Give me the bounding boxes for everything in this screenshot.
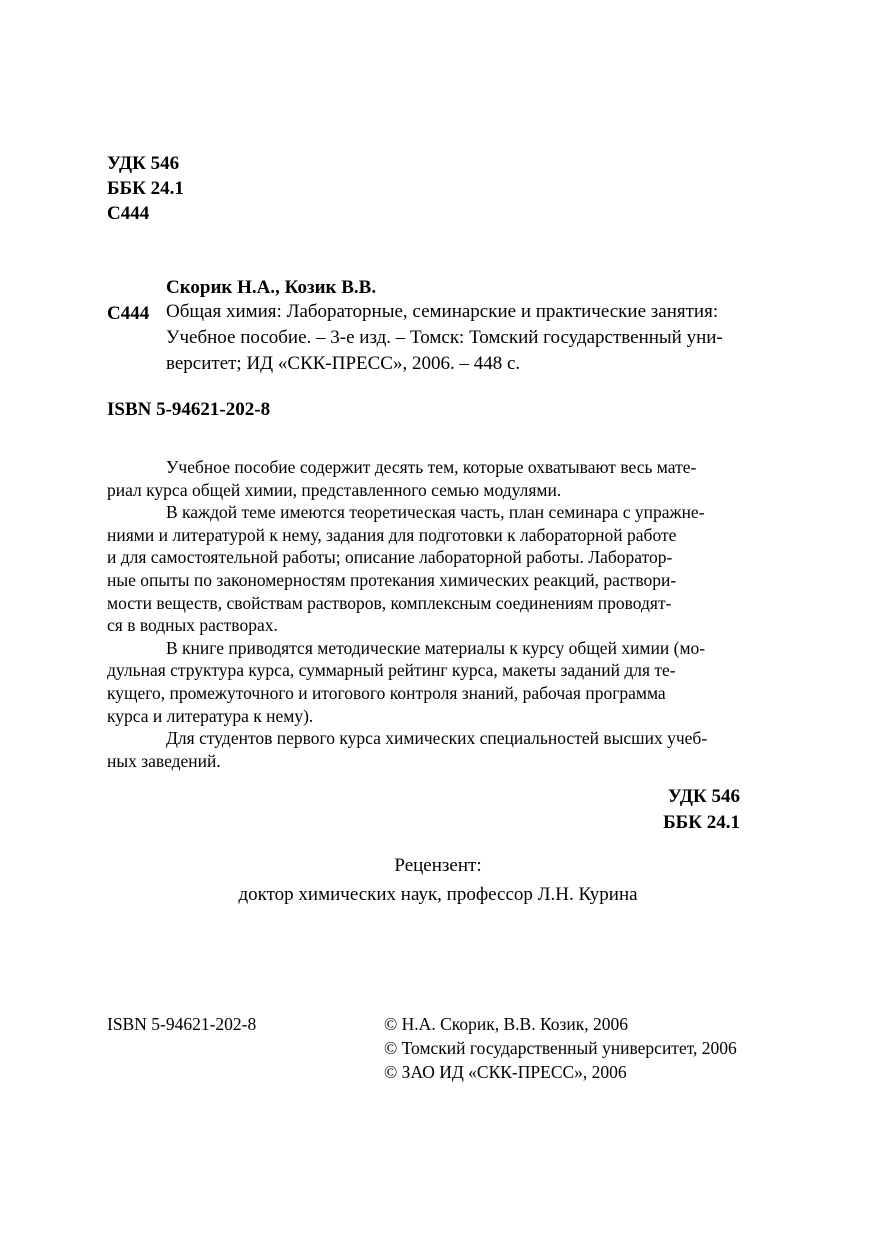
- abstract-line: кущего, промежуточного и итогового контроля знаний, рабочая программа: [107, 682, 666, 703]
- abstract-line: ные опыты по закономерностям протекания химических реакций, раствори-: [107, 569, 677, 590]
- abstract-line: и для самостоятельной работы; описание лабораторной работы. Лаборатор-: [107, 547, 673, 568]
- abstract-line: В книге приводятся методические материалы к курсу общей химии (мо-: [166, 637, 706, 658]
- copyright-block: [384, 1012, 737, 1084]
- bibliography-line: верситет; ИД «СКК-ПРЕСС», 2006. – 448 с.: [166, 353, 521, 374]
- authors: Скорик Н.А., Козик В.В.: [166, 277, 377, 298]
- bibliography-catalog-code: С444: [107, 303, 150, 324]
- isbn-footer: ISBN 5-94621-202-8: [107, 1014, 257, 1034]
- reviewer-block: [160, 851, 716, 909]
- classification-block: [107, 151, 184, 226]
- copyright-line: © Томский государственный университет, 2006: [384, 1038, 737, 1058]
- abstract-line: риал курса общей химии, представленного семью модулями.: [107, 479, 562, 500]
- isbn-heading: ISBN 5-94621-202-8: [107, 399, 271, 420]
- copyright-line: © Н.А. Скорик, В.В. Козик, 2006: [384, 1014, 629, 1034]
- abstract: [107, 456, 747, 772]
- bibliographic-description: [166, 299, 756, 377]
- abstract-line: мости веществ, свойствам растворов, комплексным соединениям проводят-: [107, 592, 672, 613]
- udk-code: УДК 546: [107, 153, 180, 174]
- abstract-line: ных заведений.: [107, 750, 221, 771]
- abstract-line: дульная структура курса, суммарный рейтинг курса, макеты заданий для те-: [107, 660, 676, 681]
- bbk-code-right: ББК 24.1: [663, 812, 740, 833]
- abstract-line: ниями и литературой к нему, задания для подготовки к лабораторной работе: [107, 524, 677, 545]
- bibliography-line: Учебное пособие. – 3-е изд. – Томск: Томский государственный уни-: [166, 327, 723, 348]
- abstract-line: Для студентов первого курса химических специальностей высших учеб-: [166, 728, 708, 749]
- abstract-line: Учебное пособие содержит десять тем, которые охватывают весь мате-: [166, 457, 697, 477]
- bibliography-line: Общая химия: Лабораторные, семинарские и практические занятия:: [166, 301, 719, 322]
- abstract-line: В каждой теме имеются теоретическая часть, план семинара с упражне-: [166, 502, 705, 523]
- copyright-line: © ЗАО ИД «СКК-ПРЕСС», 2006: [384, 1062, 627, 1082]
- catalog-code: С444: [107, 203, 150, 224]
- classification-block-right: [560, 784, 740, 836]
- reviewer-label: Рецензент:: [394, 855, 482, 876]
- udk-code-right: УДК 546: [667, 786, 740, 807]
- bbk-code: ББК 24.1: [107, 178, 184, 199]
- abstract-line: курса и литература к нему).: [107, 705, 314, 726]
- reviewer-name: доктор химических наук, профессор Л.Н. Курина: [238, 884, 638, 905]
- abstract-line: ся в водных растворах.: [107, 615, 278, 636]
